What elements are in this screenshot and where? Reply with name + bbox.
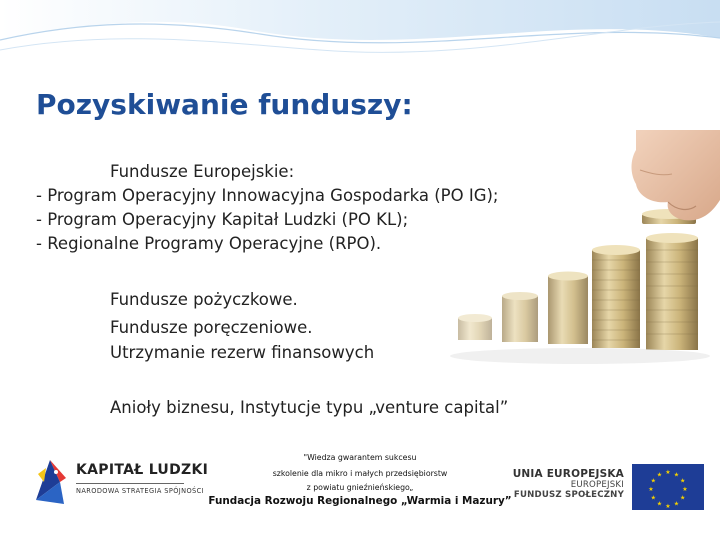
project-name-line1: "Wiedza gwarantem sukcesu — [303, 453, 417, 462]
eu-subtitle: EUROPEJSKI — [570, 480, 624, 490]
kapital-ludzki-title: KAPITAŁ LUDZKI — [76, 462, 209, 478]
project-name-line2: szkolenie dla mikro i małych przedsiębiorstw — [272, 469, 448, 478]
svg-text:★: ★ — [650, 477, 656, 485]
svg-text:★: ★ — [682, 486, 688, 493]
coin-stacks-image — [440, 130, 720, 380]
svg-text:★: ★ — [656, 471, 663, 479]
eu-fund-name: FUNDUSZ SPOŁECZNY — [513, 490, 624, 500]
svg-text:★: ★ — [665, 503, 671, 510]
other-funds-item: Utrzymanie rezerw finansowych — [110, 343, 375, 362]
project-name-line3: z powiatu gnieźnieńskiego„ — [306, 483, 414, 492]
eu-funds-heading: Fundusze Europejskie: — [110, 162, 295, 181]
eu-title: UNIA EUROPEJSKA — [512, 468, 624, 480]
kapital-ludzki-divider — [76, 483, 184, 484]
svg-text:★: ★ — [680, 494, 686, 502]
other-funds-item: Fundusze pożyczkowe. — [110, 290, 298, 309]
header-swoosh-decoration — [0, 0, 720, 80]
svg-text:★: ★ — [673, 500, 680, 508]
svg-text:★: ★ — [650, 494, 656, 502]
svg-text:★: ★ — [665, 469, 671, 476]
svg-text:★: ★ — [648, 486, 654, 493]
eu-funds-item: - Program Operacyjny Kapitał Ludzki (PO KL); — [36, 210, 409, 229]
svg-text:★: ★ — [680, 477, 686, 485]
other-funds-item: Fundusze poręczeniowe. — [110, 318, 313, 337]
kapital-ludzki-subtitle: NARODOWA STRATEGIA SPÓJNOŚCI — [76, 487, 204, 495]
svg-text:★: ★ — [656, 500, 663, 508]
eu-flag-icon — [632, 464, 704, 510]
eu-funds-item: - Regionalne Programy Operacyjne (RPO). — [36, 234, 382, 253]
svg-text:★: ★ — [673, 471, 680, 479]
investors-line: Anioły biznesu, Instytucje typu „venture capital” — [110, 398, 509, 417]
eu-funds-item: - Program Operacyjny Innowacyjna Gospodarka (PO IG); — [36, 186, 499, 205]
eu-fund-label — [513, 468, 624, 500]
slide-title: Pozyskiwanie funduszy: — [36, 88, 413, 121]
organization-name: Fundacja Rozwoju Regionalnego „Warmia i Mazury” — [208, 495, 512, 507]
